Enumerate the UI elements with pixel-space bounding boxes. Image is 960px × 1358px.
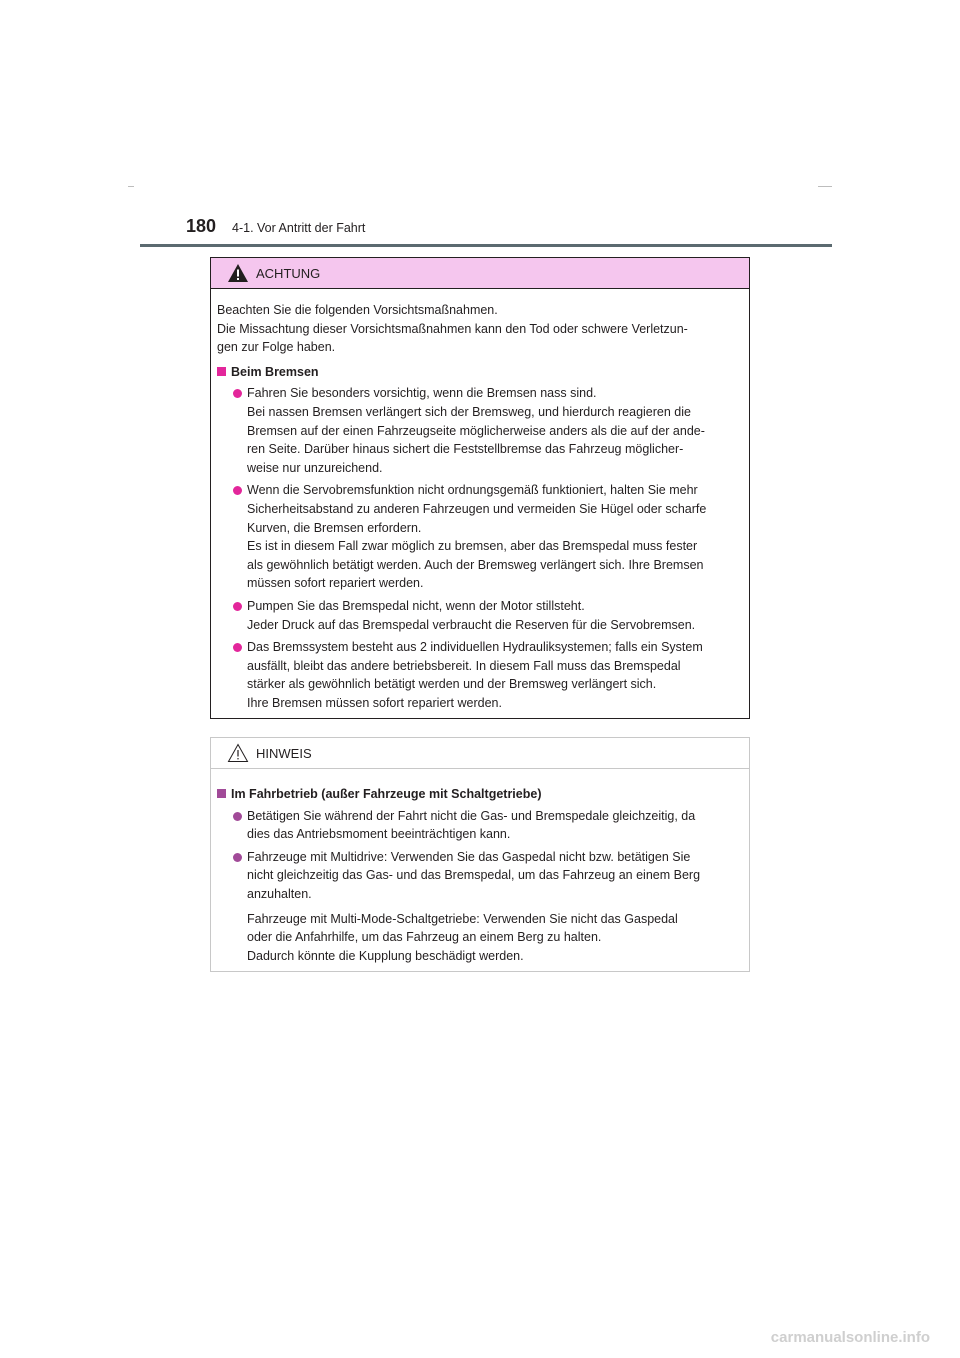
caution-intro-line: Beachten Sie die folgenden Vorsichtsmaßnahmen. [217,303,498,317]
caution-item-servo-brake [217,481,743,593]
notice-paragraph-multimode [217,910,743,966]
notice-section-heading-text: Im Fahrbetrieb (außer Fahrzeuge mit Schaltgetriebe) [231,787,542,801]
caution-box [210,257,750,719]
caution-item-pump-pedal [217,597,743,634]
caution-item-line: Es ist in diesem Fall zwar möglich zu bremsen, aber das Bremspedal muss fester [247,539,698,554]
caution-intro-line: gen zur Folge haben. [217,340,336,355]
caution-intro [217,301,743,357]
page-number: 180 [186,216,217,236]
caution-item-line: als gewöhnlich betätigt werden. Auch der Bremsweg verlängert sich. Ihre Bremsen [247,557,704,572]
notice-paragraph-line: oder die Anfahrhilfe, um das Fahrzeug an einem Berg zu halten. [247,930,602,945]
caution-header [211,258,749,289]
notice-item-multidrive [217,848,743,904]
caution-item-line: Kurven, die Bremsen erfordern. [247,520,422,535]
caution-intro-line: Die Missachtung dieser Vorsichtsmaßnahmen kann den Tod oder schwere Verletzun- [217,321,688,336]
caution-item-line: Sicherheitsabstand zu anderen Fahrzeugen und vermeiden Sie Hügel oder scharfe [247,501,707,516]
notice-item-pedals [217,807,743,844]
caution-item-line: Bremsen auf der einen Fahrzeugseite möglicherweise anders als die auf der ande- [247,423,705,438]
watermark: carmanualsonline.info [770,1329,930,1346]
square-bullet-icon [217,367,226,376]
caution-item-line: Pumpen Sie das Bremspedal nicht, wenn der Motor stillsteht. [247,598,585,613]
notice-item-line: nicht gleichzeitig das Gas- und das Bremspedal, um das Fahrzeug an einem Berg [247,868,701,883]
section-title: 4-1. Vor Antritt der Fahrt [232,221,366,235]
header-rule [140,244,832,247]
square-bullet-icon [217,789,226,798]
notice-item-line: anzuhalten. [247,886,312,901]
notice-paragraph-line: Dadurch könnte die Kupplung beschädigt werden. [247,948,524,963]
caution-title: ACHTUNG [256,266,321,281]
crop-mark-right [818,186,832,187]
warning-triangle-outline-icon [227,743,249,763]
caution-item-line: stärker als gewöhnlich betätigt werden und der Bremsweg verlängert sich. [247,677,657,692]
warning-triangle-filled-icon [227,263,249,283]
circle-bullet-icon [233,643,242,652]
notice-section-heading [217,785,743,804]
notice-body [211,769,749,965]
caution-section-heading [217,363,743,382]
caution-item-line: Jeder Druck auf das Bremspedal verbraucht die Reserven für die Servobremsen. [247,617,696,632]
caution-item-line: müssen sofort repariert werden. [247,576,424,591]
circle-bullet-icon [233,486,242,495]
notice-paragraph-line: Fahrzeuge mit Multi-Mode-Schaltgetriebe: Verwenden Sie nicht das Gaspedal [247,911,678,926]
caution-item-line: ren Seite. Darüber hinaus sichert die Feststellbremse das Fahrzeug möglicher- [247,442,684,457]
notice-box [210,737,750,972]
notice-header [211,738,749,769]
caution-item-line: Fahren Sie besonders vorsichtig, wenn die Bremsen nass sind. [247,386,597,401]
circle-bullet-icon [233,602,242,611]
caution-item-line: Bei nassen Bremsen verlängert sich der Bremsweg, und hierdurch reagieren die [247,404,691,419]
notice-item-line: Betätigen Sie während der Fahrt nicht die Gas- und Bremspedale gleichzeitig, da [247,808,696,823]
circle-bullet-icon [233,389,242,398]
caution-item-line: Das Bremssystem besteht aus 2 individuellen Hydrauliksystemen; falls ein System [247,640,703,655]
caution-item-wet-brakes [217,384,743,477]
caution-body [211,289,749,712]
caution-item-line: ausfällt, bleibt das andere betriebsbereit. In diesem Fall muss das Bremspedal [247,658,681,673]
caution-item-hydraulic-system [217,638,743,712]
circle-bullet-icon [233,812,242,821]
crop-mark-left [128,186,134,187]
circle-bullet-icon [233,853,242,862]
notice-item-line: dies das Antriebsmoment beeinträchtigen kann. [247,827,511,842]
caution-item-line: Wenn die Servobremsfunktion nicht ordnungsgemäß funktioniert, halten Sie mehr [247,483,698,498]
caution-section-heading-text: Beim Bremsen [231,364,319,379]
notice-item-line: Fahrzeuge mit Multidrive: Verwenden Sie das Gaspedal nicht bzw. betätigen Sie [247,849,691,864]
notice-title: HINWEIS [256,746,312,761]
caution-item-line: Ihre Bremsen müssen sofort repariert werden. [247,695,502,710]
caution-item-line: weise nur unzureichend. [247,460,383,475]
